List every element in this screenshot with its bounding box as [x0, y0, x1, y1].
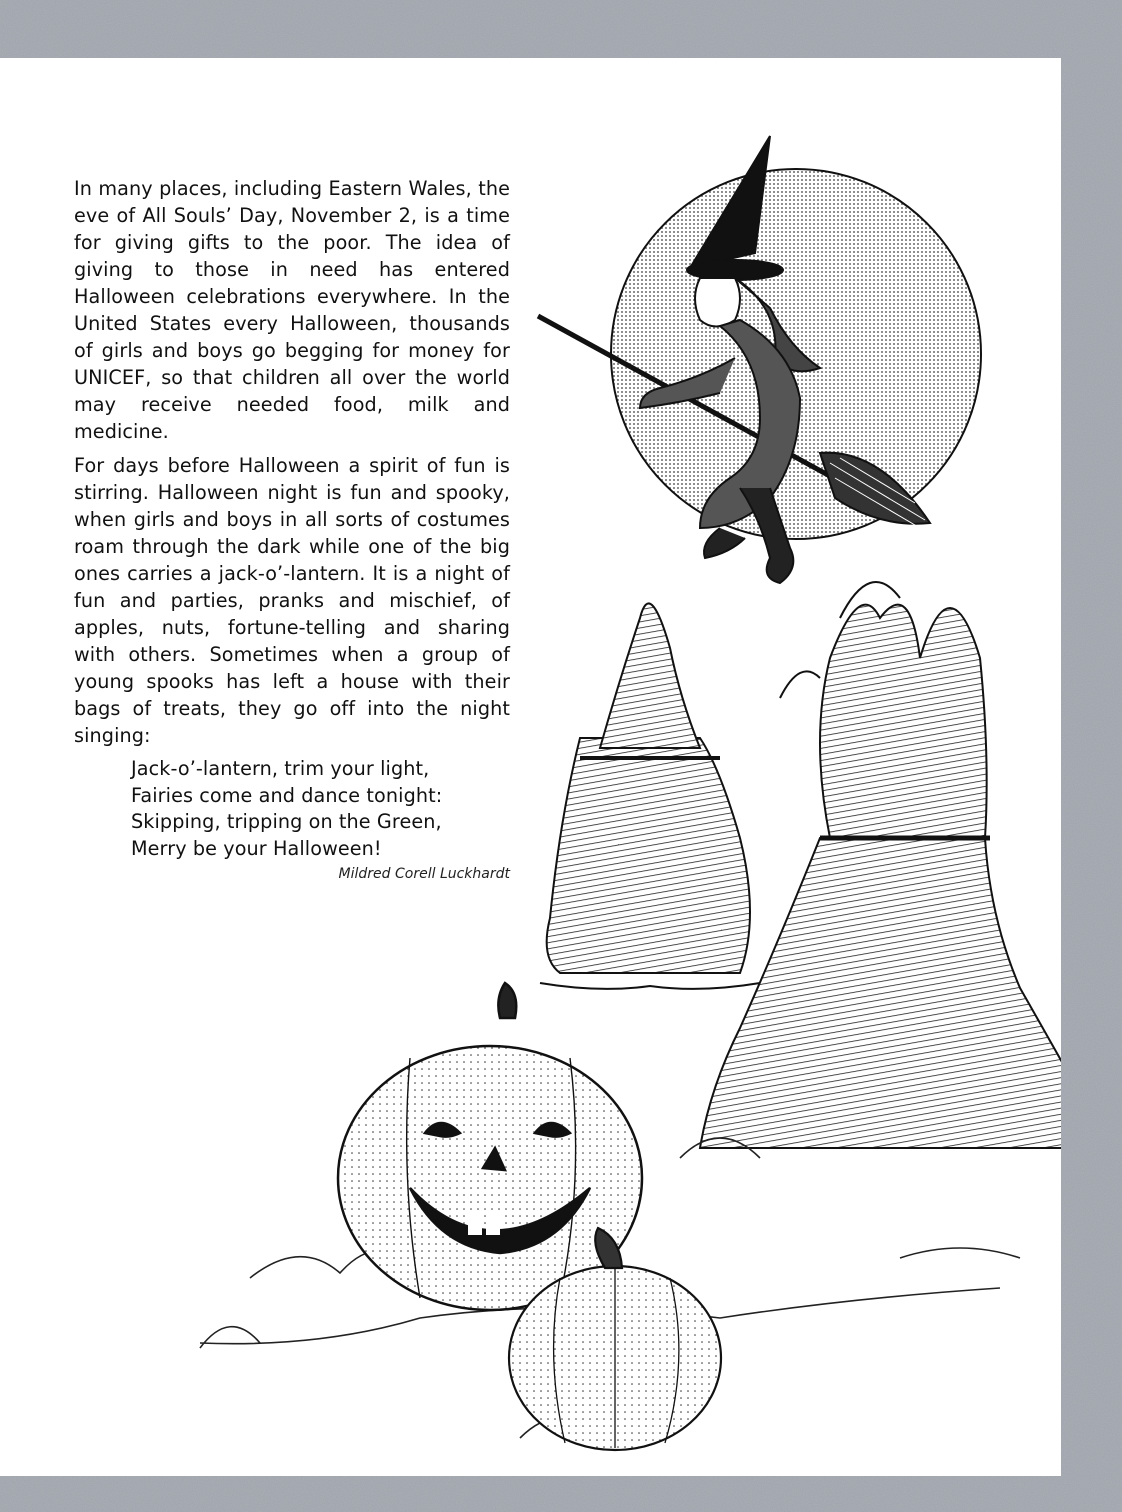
author-attribution: Mildred Corell Luckhardt: [338, 866, 510, 882]
corn-shock-right: [700, 582, 1061, 1148]
poem: [131, 756, 510, 862]
jack-o-lantern: [338, 983, 642, 1310]
poem-line-4: Merry be your Halloween!: [131, 836, 382, 860]
page-sheet: [0, 58, 1061, 1476]
poem-line-1: Jack-o’-lantern, trim your light,: [131, 757, 430, 780]
paragraph-2: For days before Halloween a spirit of fun is stirring. Halloween night is fun and spooky, when girls and boys in all sorts of costumes roam through the dark while one of the big ones carries a jack-o’-lantern. It is a night of fun and parties, pranks and mischief, of apples, nuts, fortune-telling and sharing with others. Sometimes when a group of young spooks has left a house with their bags of treats, they go off into the night singing:: [74, 454, 510, 747]
article-text: [74, 175, 510, 862]
paragraph-1: In many places, including Eastern Wales, the eve of All Souls’ Day, November 2, is a time for giving gifts to the poor. The idea of giving to those in need has entered Halloween celebrations everywhere. In the United States every Halloween, thousands of girls and boys go begging for money for UNICEF, so that children all over the world may receive needed food, milk and medicine.: [74, 177, 510, 443]
poem-line-3: Skipping, tripping on the Green,: [131, 810, 442, 833]
corn-shock-left: [540, 603, 760, 988]
poem-line-2: Fairies come and dance tonight:: [131, 783, 443, 807]
